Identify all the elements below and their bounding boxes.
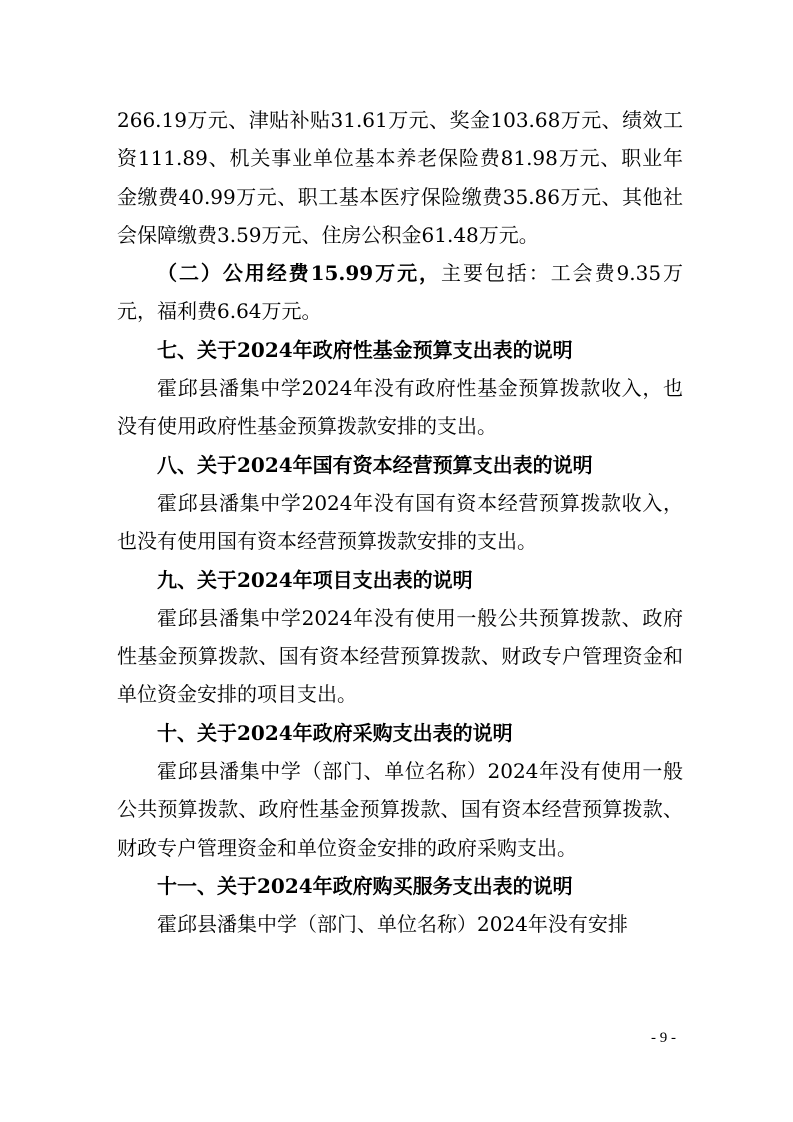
heading-section-7: 七、关于2024年政府性基金预算支出表的说明 [157, 337, 573, 362]
paragraph-section-7: 霍邱县潘集中学2024年没有政府性基金预算拨款收入，也没有使用政府性基金预算拨款安排的支出。 [117, 376, 683, 439]
public-expenses-label: （二）公用经费 [157, 261, 311, 286]
public-expenses-amount: 15.99 [310, 261, 374, 286]
paragraph-public-expenses [117, 254, 683, 331]
heading-section-9: 九、关于2024年项目支出表的说明 [157, 567, 473, 592]
paragraph-section-9: 霍邱县潘集中学2024年没有使用一般公共预算拨款、政府性基金预算拨款、国有资本经营预算拨款、财政专户管理资金和单位资金安排的项目支出。 [117, 605, 683, 707]
paragraph-section-10: 霍邱县潘集中学（部门、单位名称）2024年没有使用一般公共预算拨款、政府性基金预算拨款、国有资本经营预算拨款、财政专户管理资金和单位资金安排的政府采购支出。 [117, 759, 683, 860]
paragraph-personnel-expenses: 266.19万元、津贴补贴31.61万元、奖金103.68万元、绩效工资111.89、机关事业单位基本养老保险费81.98万元、职业年金缴费40.99万元、职工基本医疗保险缴费35.86万元、其他社会保障缴费3.59万元、住房公积金61.48万元。 [117, 108, 683, 247]
heading-section-8: 八、关于2024年国有资本经营预算支出表的说明 [157, 452, 593, 477]
heading-section-11: 十一、关于2024年政府购买服务支出表的说明 [157, 873, 573, 898]
paragraph-section-8: 霍邱县潘集中学2024年没有国有资本经营预算拨款收入，也没有使用国有资本经营预算拨款安排的支出。 [117, 490, 683, 554]
public-expenses-unit: 万元， [373, 261, 441, 286]
paragraph-section-11: 霍邱县潘集中学（部门、单位名称）2024年没有安排 [157, 912, 628, 937]
page-number: - 9 - [651, 1030, 676, 1046]
document-body [117, 101, 683, 944]
heading-section-10: 十、关于2024年政府采购支出表的说明 [157, 720, 513, 745]
public-expenses-detail: 主要包括：工会费9.35万元，福利费6.64万元。 [117, 261, 684, 324]
